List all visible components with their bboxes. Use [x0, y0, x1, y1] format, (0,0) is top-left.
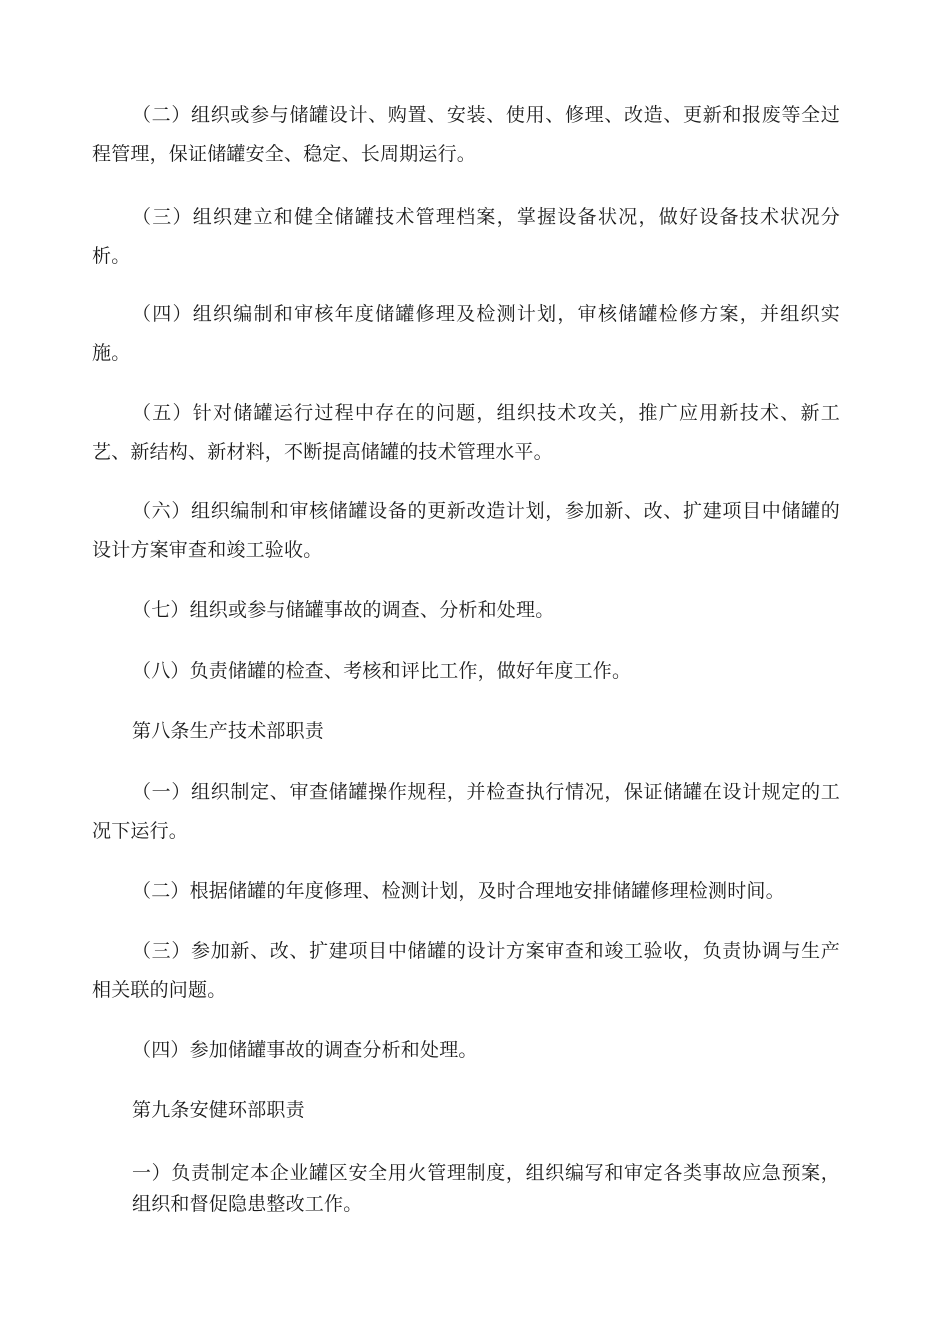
paragraph-6: （六）组织编制和审核储罐设备的更新改造计划，参加新、改、扩建项目中储罐的设计方案审查和竣工验收。 [92, 500, 840, 561]
production-duty-2: （二）根据储罐的年度修理、检测计划，及时合理地安排储罐修理检测时间。 [132, 880, 785, 902]
paragraph-3: （三）组织建立和健全储罐技术管理档案，掌握设备状况，做好设备技术状况分析。 [92, 206, 840, 267]
paragraph-5: （五）针对储罐运行过程中存在的问题，组织技术攻关，推广应用新技术、新工艺、新结构、新材料，不断提高储罐的技术管理水平。 [92, 402, 840, 463]
article-8-heading: 第八条生产技术部职责 [132, 720, 325, 742]
production-duty-4: （四）参加储罐事故的调查分析和处理。 [132, 1039, 478, 1061]
paragraph-7: （七）组织或参与储罐事故的调查、分析和处理。 [132, 599, 555, 621]
article-9-heading: 第九条安健环部职责 [132, 1099, 305, 1121]
hse-duty-1: 一）负责制定本企业罐区安全用火管理制度，组织编写和审定各类事故应急预案，组织和督促隐患整改工作。 [132, 1162, 840, 1215]
production-duty-1: （一）组织制定、审查储罐操作规程，并检查执行情况，保证储罐在设计规定的工况下运行。 [92, 781, 840, 842]
paragraph-8: （八）负责储罐的检查、考核和评比工作，做好年度工作。 [132, 660, 632, 682]
paragraph-4: （四）组织编制和审核年度储罐修理及检测计划，审核储罐检修方案，并组织实施。 [92, 303, 840, 364]
production-duty-3: （三）参加新、改、扩建项目中储罐的设计方案审查和竣工验收，负责协调与生产相关联的问题。 [92, 940, 840, 1001]
paragraph-2: （二）组织或参与储罐设计、购置、安装、使用、修理、改造、更新和报废等全过程管理，保证储罐安全、稳定、长周期运行。 [92, 104, 840, 165]
